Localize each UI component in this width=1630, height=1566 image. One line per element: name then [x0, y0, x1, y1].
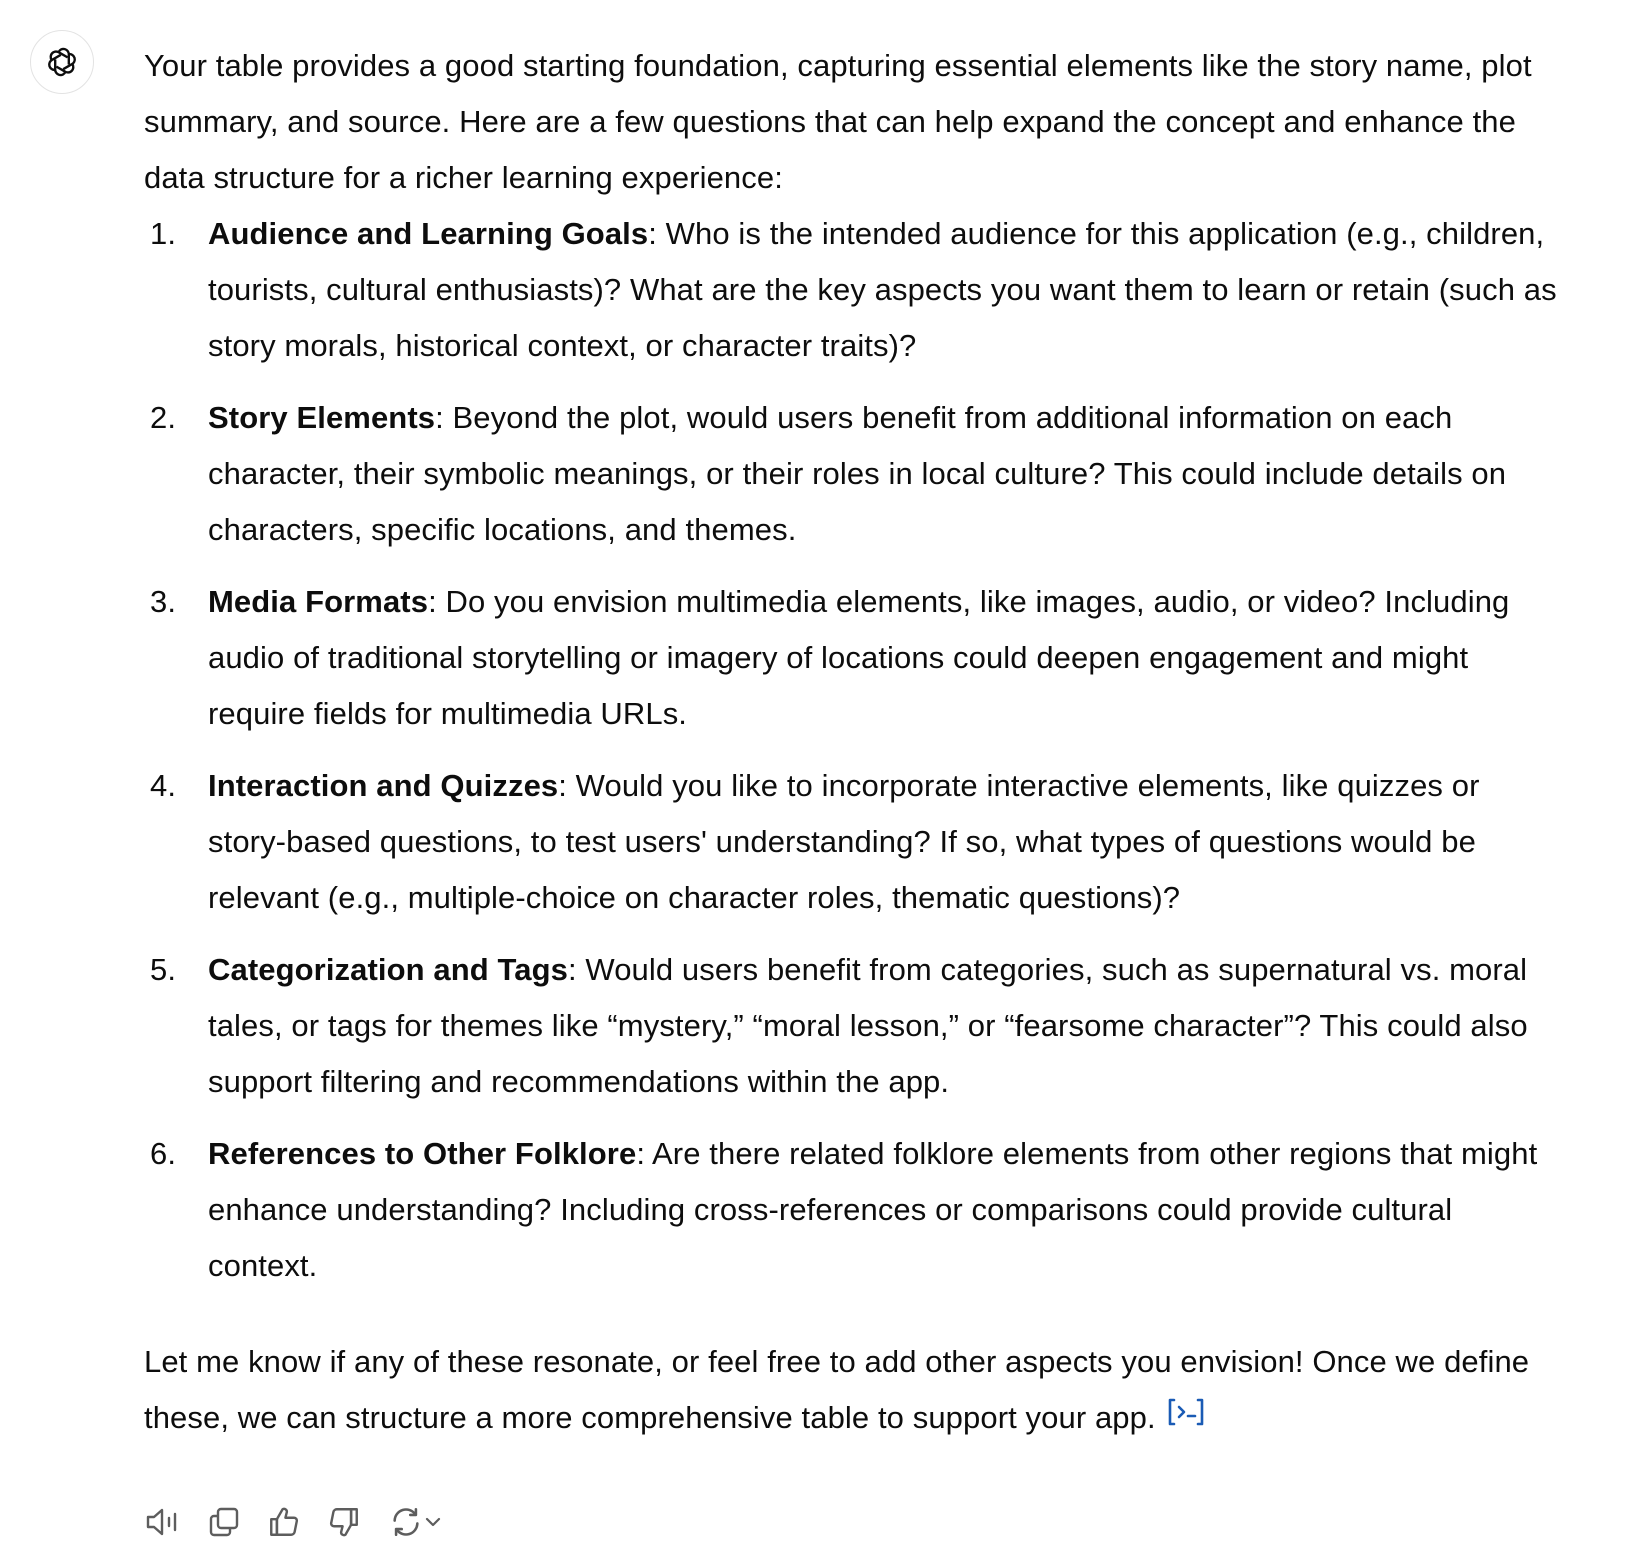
thumbs-up-icon: [267, 1505, 301, 1539]
thumbs-up-button[interactable]: [264, 1502, 304, 1542]
assistant-message: [144, 38, 1564, 1448]
list-item: [144, 206, 1564, 374]
list-item: [144, 1126, 1564, 1294]
message-outro: [144, 1334, 1564, 1448]
list-item-text: : Would users benefit from categories, such as supernatural vs. moral tales, or tags for themes like “mystery,” “moral lesson,” or “fearsome character”? This could also support filtering and recommendations within the app.: [208, 952, 1528, 1099]
list-number: 3.: [150, 584, 177, 619]
list-item: [144, 390, 1564, 558]
list-item-term: Interaction and Quizzes: [208, 768, 559, 803]
list-item-term: Audience and Learning Goals: [208, 216, 649, 251]
openai-logo-icon: [43, 43, 81, 81]
message-outro-text: Let me know if any of these resonate, or feel free to add other aspects you envision! Once we define these, we can structure a more comprehensive table to support your app.: [144, 1344, 1530, 1435]
list-item-term: References to Other Folklore: [208, 1136, 637, 1171]
message-intro: Your table provides a good starting foundation, capturing essential elements like the story name, plot summary, and source. Here are a few questions that can help expand the concept and enhance the data structure for a richer learning experience:: [144, 48, 1532, 195]
list-item: [144, 758, 1564, 926]
thumbs-down-button[interactable]: [324, 1502, 364, 1542]
message-actions: [144, 1502, 468, 1542]
list-item-text: : Beyond the plot, would users benefit from additional information on each character, their symbolic meanings, or their roles in local culture? This could include details on characters, specific locations, and themes.: [208, 400, 1507, 547]
list-item-term: Media Formats: [208, 584, 429, 619]
read-aloud-button[interactable]: [144, 1502, 184, 1542]
list-number: 2.: [150, 400, 177, 435]
list-number: 1.: [150, 216, 177, 251]
chevron-down-icon: [423, 1512, 443, 1532]
list-number: 6.: [150, 1136, 177, 1171]
list-item-text: : Would you like to incorporate interactive elements, like quizzes or story-based questions, to test users' understanding? If so, what types of questions would be relevant (e.g., multiple-choice on character roles, thematic questions)?: [208, 768, 1480, 915]
list-item-term: Story Elements: [208, 400, 436, 435]
assistant-avatar: [30, 30, 94, 94]
list-number: 5.: [150, 952, 177, 987]
list-item-text: : Are there related folklore elements from other regions that might enhance understanding? Including cross-references or comparisons could provide cultural context.: [208, 1136, 1538, 1283]
list-item: [144, 574, 1564, 742]
list-item-text: : Do you envision multimedia elements, like images, audio, or video? Including audio of traditional storytelling or imagery of locations could deepen engagement and might require fields for multimedia URLs.: [208, 584, 1510, 731]
copy-button[interactable]: [204, 1502, 244, 1542]
thumbs-down-icon: [327, 1505, 361, 1539]
regenerate-button[interactable]: [384, 1502, 448, 1542]
list-item-text: : Who is the intended audience for this application (e.g., children, tourists, cultural enthusiasts)? What are the key aspects you want them to learn or retain (such as story morals, historical context, or character traits)?: [208, 216, 1557, 363]
list-item-term: Categorization and Tags: [208, 952, 568, 987]
speaker-icon: [145, 1506, 183, 1538]
code-interpreter-citation-icon[interactable]: [1166, 1390, 1206, 1446]
list-number: 4.: [150, 768, 177, 803]
copy-icon: [207, 1505, 241, 1539]
question-list: [144, 206, 1564, 1294]
list-item: [144, 942, 1564, 1110]
regenerate-icon: [389, 1505, 423, 1539]
